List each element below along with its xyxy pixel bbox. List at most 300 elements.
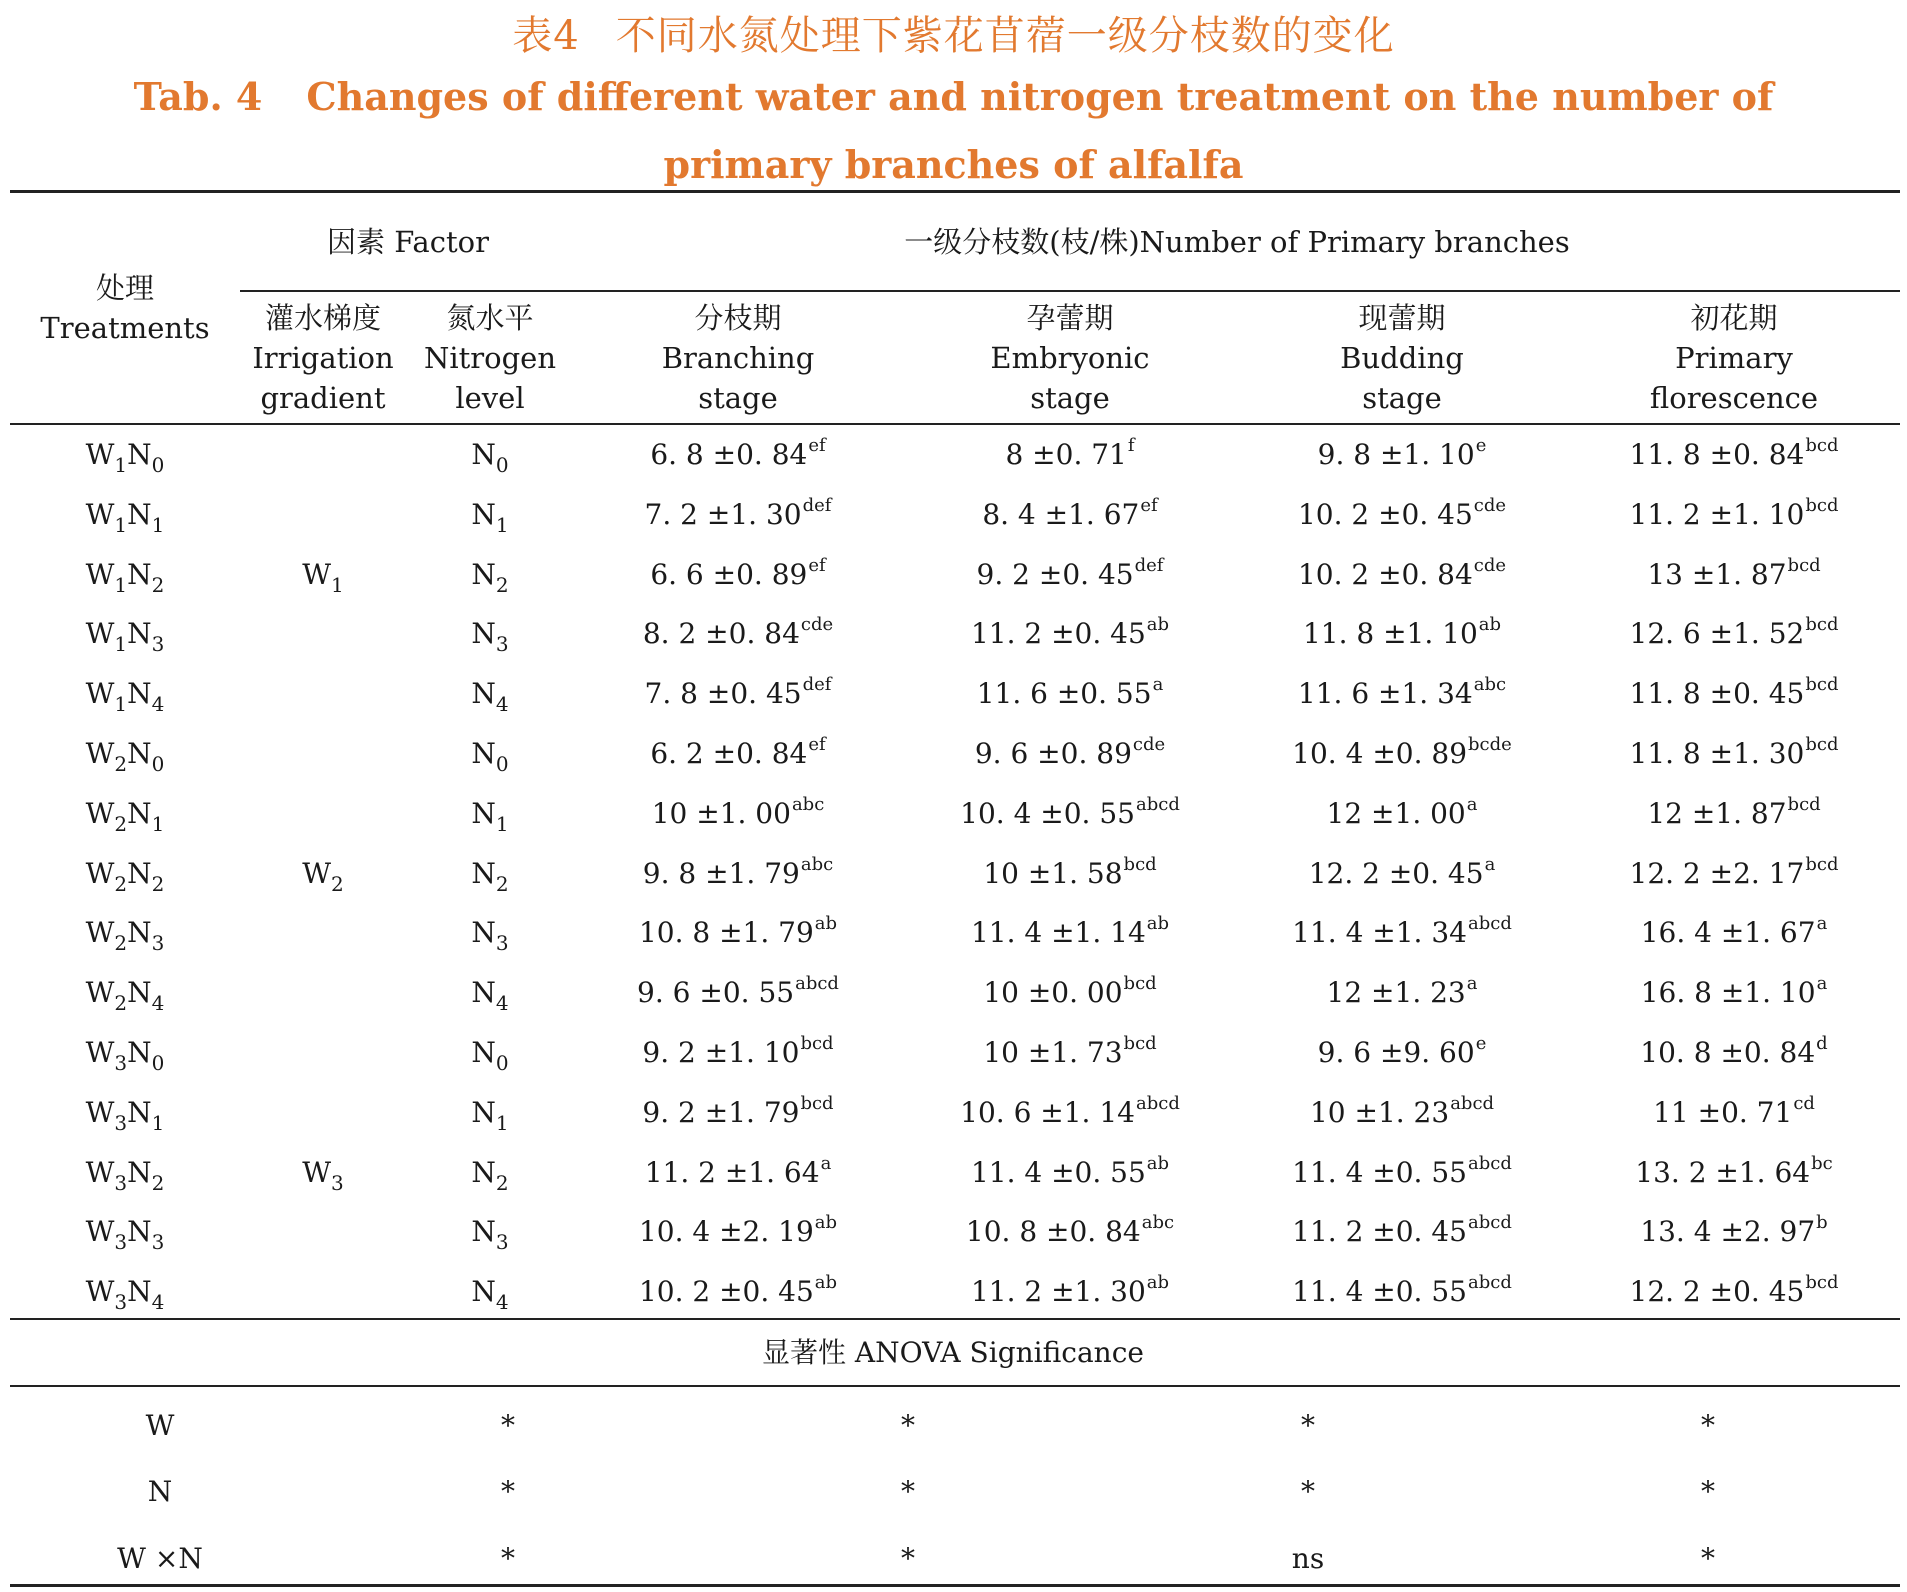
treatment-n: N — [127, 856, 152, 890]
significance-letters-text: bcd — [1787, 554, 1821, 576]
significance-letters — [795, 973, 839, 994]
mean-sd-value: 11. 4 ±1. 14 — [970, 916, 1146, 950]
significance-letters-text: bcd — [800, 1092, 834, 1114]
significance-letters — [1124, 973, 1157, 994]
significance-letters-text: abcd — [1468, 1152, 1512, 1174]
mean-sd-value: 12. 6 ±1. 52 — [1629, 617, 1805, 651]
table-cell-value — [1584, 853, 1884, 891]
significance-letters — [1788, 555, 1821, 576]
header-embryonic-stage-line: Embryonic — [990, 341, 1150, 375]
nitrogen-sub — [496, 991, 509, 1015]
treatment-w-sub — [114, 453, 127, 477]
mean-sd-value: 8. 2 ±0. 84 — [642, 617, 800, 651]
treatment-n: N — [127, 497, 152, 531]
mean-sd-value: 10. 4 ±0. 89 — [1292, 737, 1468, 770]
mean-sd-value: 9. 8 ±1. 10 — [1317, 438, 1475, 471]
table-cell-value — [920, 913, 1220, 950]
irrigation-sub — [331, 573, 344, 597]
mean-sd-value: 9. 2 ±0. 45 — [976, 557, 1134, 591]
mean-sd-value: 10 ±0. 00 — [983, 976, 1123, 1010]
mean-sd-value: 7. 2 ±1. 30 — [644, 497, 802, 531]
treatment-n-index: 0 — [151, 752, 165, 776]
significance-letters — [815, 1272, 837, 1293]
mean-sd-value: 12. 2 ±2. 17 — [1629, 856, 1805, 890]
treatment-w-index: 2 — [114, 871, 128, 896]
significance-letters-text: ef — [808, 734, 826, 755]
nitrogen-index: 3 — [495, 1230, 509, 1255]
table-cell-value — [1252, 1212, 1552, 1249]
treatment-w-sub — [114, 1171, 127, 1195]
table-cell-value — [1584, 554, 1884, 592]
significance-letters — [1468, 1212, 1512, 1233]
significance-letters — [1811, 1153, 1833, 1174]
nitrogen-sub — [496, 573, 509, 597]
significance-letters-text: abc — [800, 853, 834, 875]
significance-letters — [1805, 614, 1838, 635]
table-cell-value — [588, 614, 888, 651]
table-cell-value — [1584, 1033, 1884, 1070]
significance-letters — [1805, 495, 1838, 516]
treatment-n-index: 3 — [151, 632, 165, 657]
table-cell-value — [920, 435, 1220, 472]
table-cell-value — [1252, 793, 1552, 831]
table-cell-value — [588, 1092, 888, 1130]
table-cell-value — [920, 973, 1220, 1010]
significance-letters-text: abcd — [1468, 913, 1512, 935]
anova-heading-rule — [10, 1385, 1900, 1387]
table-cell-value — [1584, 973, 1884, 1010]
nitrogen-sub — [496, 752, 509, 776]
nitrogen-letter: N — [471, 1155, 496, 1189]
significance-letters-text: abc — [791, 793, 825, 815]
table-cell-value — [920, 614, 1220, 651]
treatment-n: N — [127, 796, 152, 830]
anova-significance-cell: * — [1701, 1409, 1715, 1442]
anova-significance-cell: * — [1301, 1475, 1315, 1508]
significance-letters-text: b — [1816, 1212, 1828, 1234]
significance-letters — [1147, 1153, 1169, 1174]
nitrogen-index: 1 — [495, 512, 509, 537]
significance-letters-text: bcd — [1123, 853, 1157, 875]
significance-letters-text: ef — [808, 554, 826, 576]
mean-sd-value: 12. 2 ±0. 45 — [1629, 1275, 1805, 1309]
nitrogen-index: 4 — [495, 692, 509, 717]
table-title-english-line1 — [0, 74, 1907, 119]
mean-sd-value: 9. 2 ±1. 79 — [642, 1095, 800, 1129]
significance-letters — [1817, 913, 1828, 934]
significance-letters-text: bcd — [1805, 853, 1839, 875]
table-title-cn-text: 不同水氮处理下紫花苜蓿一级分枝数的变化 — [615, 13, 1395, 59]
table-cell-value — [920, 1033, 1220, 1070]
significance-letters — [1450, 1093, 1494, 1114]
significance-letters-text: d — [1816, 1033, 1828, 1054]
significance-letters-text: a — [820, 1152, 832, 1174]
header-bottom-rule — [10, 423, 1900, 425]
mean-sd-value: 10. 2 ±0. 45 — [638, 1275, 814, 1309]
significance-letters — [792, 794, 824, 815]
table-cell-value — [1584, 1152, 1884, 1190]
top-rule — [10, 190, 1900, 193]
table-cell-value — [588, 734, 888, 771]
significance-letters-text: abcd — [1136, 1092, 1180, 1114]
nitrogen-level-cell — [440, 737, 540, 776]
header-primary-florescence-line: Primary — [1675, 341, 1793, 375]
anova-row-label: W — [145, 1409, 175, 1442]
treatment-w-index: 3 — [114, 1290, 128, 1315]
nitrogen-level-cell — [440, 976, 540, 1016]
mean-sd-value: 10. 8 ±1. 79 — [638, 916, 814, 950]
table-cell-value — [1252, 1033, 1552, 1070]
nitrogen-level-cell — [440, 1155, 540, 1195]
anova-significance-cell: * — [901, 1409, 915, 1442]
nitrogen-letter: N — [471, 737, 496, 770]
nitrogen-level-cell — [440, 1036, 540, 1075]
table-cell-value — [920, 1152, 1220, 1190]
nitrogen-letter: N — [471, 438, 496, 471]
treatment-n-index: 0 — [151, 453, 165, 477]
significance-letters-text: a — [1466, 973, 1478, 995]
significance-letters-text: bcd — [1805, 435, 1839, 456]
treatment-w-index: 3 — [114, 1230, 128, 1255]
mean-sd-value: 7. 8 ±0. 45 — [644, 677, 802, 711]
significance-letters-text: cde — [1473, 494, 1507, 516]
significance-letters-text: ab — [1146, 913, 1170, 935]
significance-letters — [815, 1212, 837, 1233]
treatment-n-index: 1 — [151, 811, 165, 836]
significance-letters — [1476, 435, 1487, 456]
irrigation-sub — [331, 1171, 344, 1195]
irrigation-sub — [331, 872, 344, 896]
significance-letters-text: a — [1816, 913, 1828, 935]
treatment-n-index: 4 — [151, 991, 165, 1016]
mean-sd-value: 10. 6 ±1. 14 — [960, 1095, 1135, 1129]
treatment-w-sub — [114, 931, 127, 955]
significance-letters-text: abcd — [795, 973, 839, 995]
significance-letters — [803, 495, 832, 516]
treatment-w-sub — [114, 991, 127, 1015]
table-cell-value — [920, 1272, 1220, 1309]
treatment-n: N — [127, 916, 152, 950]
treatment-w-index: 2 — [114, 811, 128, 836]
table-cell-value — [1252, 913, 1552, 950]
treatment-w-index: 1 — [114, 512, 128, 537]
treatment-w-index: 1 — [114, 632, 128, 657]
significance-letters-text: ab — [1146, 614, 1170, 636]
significance-letters — [1136, 1093, 1180, 1114]
nitrogen-index: 4 — [495, 1290, 509, 1315]
significance-letters-text: cde — [800, 614, 834, 636]
significance-letters — [800, 1093, 833, 1114]
treatment-w-index: 2 — [114, 752, 128, 776]
significance-letters-text: bcd — [1805, 1272, 1839, 1294]
header-primary-florescence — [1594, 298, 1874, 418]
table-cell-value — [1252, 494, 1552, 532]
treatment-w: W — [85, 1215, 115, 1249]
significance-letters — [1474, 555, 1506, 576]
mean-sd-value: 10. 8 ±0. 84 — [1640, 1036, 1816, 1069]
table-cell-value — [920, 674, 1220, 711]
header-branching-stage-line: 分枝期 — [694, 301, 782, 335]
treatment-w: W — [85, 1095, 115, 1129]
significance-letters-text: def — [802, 494, 832, 516]
irrigation-w: W — [302, 856, 332, 890]
mean-sd-value: 8. 4 ±1. 67 — [982, 497, 1140, 531]
nitrogen-level-cell — [440, 856, 540, 896]
nitrogen-sub — [496, 632, 509, 656]
significance-letters — [1788, 794, 1821, 815]
table-cell-value — [588, 853, 888, 891]
treatment-w-index: 1 — [114, 453, 128, 477]
treatment-n-sub — [152, 1171, 165, 1195]
significance-letters-text: a — [1152, 674, 1164, 696]
significance-letters-text: bcd — [1123, 1033, 1157, 1054]
significance-letters-text: ef — [1140, 494, 1158, 516]
header-nitrogen-level-line: level — [455, 381, 525, 415]
table-cell-value — [1252, 1152, 1552, 1190]
treatment-w-sub — [114, 1111, 127, 1135]
header-primary-florescence-line: florescence — [1649, 381, 1819, 415]
factor-rule — [240, 290, 1900, 292]
treatment-n-index: 3 — [151, 931, 165, 956]
nitrogen-level-cell — [440, 677, 540, 717]
nitrogen-letter: N — [471, 557, 496, 591]
anova-significance-cell: * — [1701, 1475, 1715, 1508]
treatment-n-index: 2 — [151, 1170, 165, 1195]
treatment-w: W — [85, 1155, 115, 1189]
significance-letters — [1136, 794, 1180, 815]
significance-letters-text: a — [1484, 853, 1496, 875]
significance-letters-text: def — [1134, 554, 1164, 576]
significance-letters — [1468, 1153, 1512, 1174]
treatment-n: N — [127, 1036, 152, 1069]
significance-letters — [1142, 1212, 1174, 1233]
significance-letters — [1805, 734, 1838, 755]
significance-letters — [1793, 1093, 1815, 1114]
anova-heading: 显著性 ANOVA Significance — [762, 1336, 1144, 1369]
nitrogen-level-cell — [440, 796, 540, 836]
mean-sd-value: 10 ±1. 58 — [983, 856, 1123, 890]
nitrogen-letter: N — [471, 617, 496, 651]
treatment-n-sub — [152, 1290, 165, 1314]
nitrogen-index: 3 — [495, 632, 509, 657]
treatment-label — [35, 617, 215, 657]
anova-significance-cell: * — [1701, 1542, 1715, 1575]
irrigation-index: 2 — [331, 871, 344, 896]
anova-significance-cell: * — [901, 1542, 915, 1575]
treatment-w-index: 1 — [114, 692, 128, 717]
table-cell-value — [920, 793, 1220, 831]
treatment-n-sub — [152, 573, 165, 597]
significance-letters-text: abc — [1473, 674, 1507, 696]
significance-letters — [1153, 674, 1164, 695]
significance-letters-text: bcd — [1805, 614, 1839, 636]
header-embryonic-stage-line: 孕蕾期 — [1026, 301, 1114, 335]
nitrogen-letter: N — [471, 677, 496, 711]
header-irrigation-gradient-line: Irrigation — [252, 341, 394, 375]
table-cell-value — [588, 1212, 888, 1249]
header-irrigation-gradient — [228, 298, 418, 418]
treatment-label — [35, 1095, 215, 1135]
nitrogen-index: 0 — [495, 453, 509, 477]
significance-letters-text: cde — [1473, 554, 1507, 576]
table-cell-value — [1252, 435, 1552, 472]
treatment-w: W — [85, 796, 115, 830]
treatment-label — [35, 1275, 215, 1315]
anova-significance-cell: * — [501, 1409, 515, 1442]
header-irrigation-gradient-line: gradient — [260, 381, 386, 415]
nitrogen-sub — [496, 513, 509, 537]
nitrogen-sub — [496, 931, 509, 955]
treatment-label — [35, 438, 215, 477]
mean-sd-value: 6. 6 ±0. 89 — [650, 557, 808, 591]
mean-sd-value: 11. 4 ±0. 55 — [1292, 1155, 1467, 1189]
significance-letters — [1467, 794, 1478, 815]
table-cell-value — [1252, 554, 1552, 592]
mean-sd-value: 13 ±1. 87 — [1647, 557, 1787, 591]
nitrogen-sub — [496, 1230, 509, 1254]
treatment-n: N — [127, 617, 152, 651]
treatment-n-sub — [152, 1230, 165, 1254]
mean-sd-value: 10. 2 ±0. 45 — [1297, 497, 1473, 531]
anova-significance-cell: * — [901, 1475, 915, 1508]
table-title-en-text: Changes of different water and nitrogen treatment on the number of — [306, 74, 1774, 119]
mean-sd-value: 11 ±0. 71 — [1653, 1095, 1793, 1129]
treatment-w: W — [85, 1036, 115, 1069]
significance-letters-text: a — [1816, 973, 1828, 995]
table-cell-value — [588, 554, 888, 592]
significance-letters — [1147, 913, 1169, 934]
nitrogen-sub — [496, 1051, 509, 1075]
nitrogen-sub — [496, 1171, 509, 1195]
treatment-w-index: 3 — [114, 1170, 128, 1195]
treatment-w: W — [85, 497, 115, 531]
nitrogen-letter: N — [471, 976, 496, 1010]
significance-letters-text: bcd — [1787, 793, 1821, 815]
irrigation-group-label — [263, 557, 383, 597]
mean-sd-value: 11. 2 ±0. 45 — [970, 617, 1146, 651]
table-cell-value — [1252, 674, 1552, 711]
table-cell-value — [1584, 494, 1884, 532]
significance-letters — [1479, 614, 1501, 635]
header-branching-stage-line: stage — [698, 381, 778, 415]
header-nitrogen-level — [415, 298, 565, 418]
treatment-n-index: 2 — [151, 871, 165, 896]
mean-sd-value: 10. 2 ±0. 84 — [1297, 557, 1473, 591]
mean-sd-value: 10 ±1. 73 — [983, 1036, 1123, 1069]
treatment-label — [35, 796, 215, 836]
mean-sd-value: 10. 4 ±2. 19 — [638, 1215, 814, 1249]
nitrogen-sub — [496, 812, 509, 836]
significance-letters-text: abcd — [1450, 1092, 1495, 1114]
table-cell-value — [588, 1272, 888, 1309]
table-cell-value — [1252, 973, 1552, 1010]
treatment-n-index: 2 — [151, 572, 165, 597]
irrigation-index: 3 — [331, 1170, 344, 1195]
mean-sd-value: 10 ±1. 00 — [651, 796, 791, 830]
nitrogen-index: 2 — [495, 871, 509, 896]
nitrogen-letter: N — [471, 1275, 496, 1309]
treatment-w-sub — [114, 1051, 127, 1075]
table-cell-value — [1252, 734, 1552, 771]
nitrogen-level-cell — [440, 617, 540, 657]
treatment-w: W — [85, 856, 115, 890]
table-cell-value — [1252, 853, 1552, 891]
mean-sd-value: 9. 2 ±1. 10 — [642, 1036, 800, 1069]
treatment-n: N — [127, 1275, 152, 1309]
treatment-label — [35, 677, 215, 717]
significance-letters-text: bcd — [1123, 973, 1157, 995]
mean-sd-value: 10. 8 ±0. 84 — [965, 1215, 1141, 1249]
treatment-n: N — [127, 438, 152, 471]
table-cell-value — [1584, 614, 1884, 651]
header-nitrogen-level-line: 氮水平 — [446, 301, 534, 335]
table-cell-value — [920, 1092, 1220, 1130]
mean-sd-value: 12 ±1. 00 — [1326, 796, 1466, 830]
header-embryonic-stage-line: stage — [1030, 381, 1110, 415]
significance-letters-text: e — [1475, 1033, 1487, 1054]
irrigation-w: W — [302, 1155, 332, 1189]
table-cell-value — [1584, 1212, 1884, 1249]
treatment-w: W — [85, 1275, 115, 1309]
table-cell-value — [1584, 913, 1884, 950]
treatment-label — [35, 1215, 215, 1255]
header-treatments — [15, 268, 235, 348]
treatment-w: W — [85, 737, 115, 770]
table-number-en: Tab. 4 — [133, 74, 263, 119]
anova-significance-cell: * — [501, 1475, 515, 1508]
table-cell-value — [588, 494, 888, 532]
table-cell-value — [1252, 614, 1552, 651]
treatment-n-sub — [152, 1111, 165, 1135]
significance-letters — [815, 913, 837, 934]
treatment-n-sub — [152, 931, 165, 955]
mean-sd-value: 12. 2 ±0. 45 — [1308, 856, 1484, 890]
irrigation-index: 1 — [331, 572, 344, 597]
nitrogen-letter: N — [471, 1095, 496, 1129]
table-cell-value — [1252, 1272, 1552, 1309]
table-cell-value — [920, 554, 1220, 592]
treatment-w: W — [85, 916, 115, 950]
header-branching-stage — [598, 298, 878, 418]
significance-letters — [800, 1033, 833, 1054]
significance-letters-text: ab — [814, 1212, 838, 1234]
header-irrigation-gradient-line: 灌水梯度 — [264, 301, 381, 335]
header-treatments-line: Treatments — [40, 311, 210, 345]
mean-sd-value: 11. 4 ±0. 55 — [1292, 1275, 1467, 1309]
significance-letters — [1805, 854, 1838, 875]
header-budding-stage — [1262, 298, 1542, 418]
treatment-label — [35, 557, 215, 597]
treatment-w: W — [85, 438, 115, 471]
nitrogen-index: 1 — [495, 1110, 509, 1135]
table-cell-value — [1584, 435, 1884, 472]
header-embryonic-stage — [930, 298, 1210, 418]
nitrogen-index: 1 — [495, 811, 509, 836]
mean-sd-value: 9. 6 ±0. 89 — [974, 737, 1132, 770]
significance-letters-text: abcd — [1468, 1212, 1512, 1234]
significance-letters-text: ef — [808, 435, 826, 456]
treatment-w-sub — [114, 872, 127, 896]
mean-sd-value: 13. 4 ±2. 97 — [1640, 1215, 1816, 1249]
mean-sd-value: 11. 8 ±1. 10 — [1302, 617, 1478, 651]
significance-letters — [808, 555, 825, 576]
table-cell-value — [920, 853, 1220, 891]
mean-sd-value: 13. 2 ±1. 64 — [1635, 1155, 1811, 1189]
anova-significance-cell: ns — [1291, 1542, 1325, 1575]
treatment-n: N — [127, 976, 152, 1010]
nitrogen-index: 0 — [495, 1051, 509, 1075]
treatment-n-sub — [152, 1051, 165, 1075]
